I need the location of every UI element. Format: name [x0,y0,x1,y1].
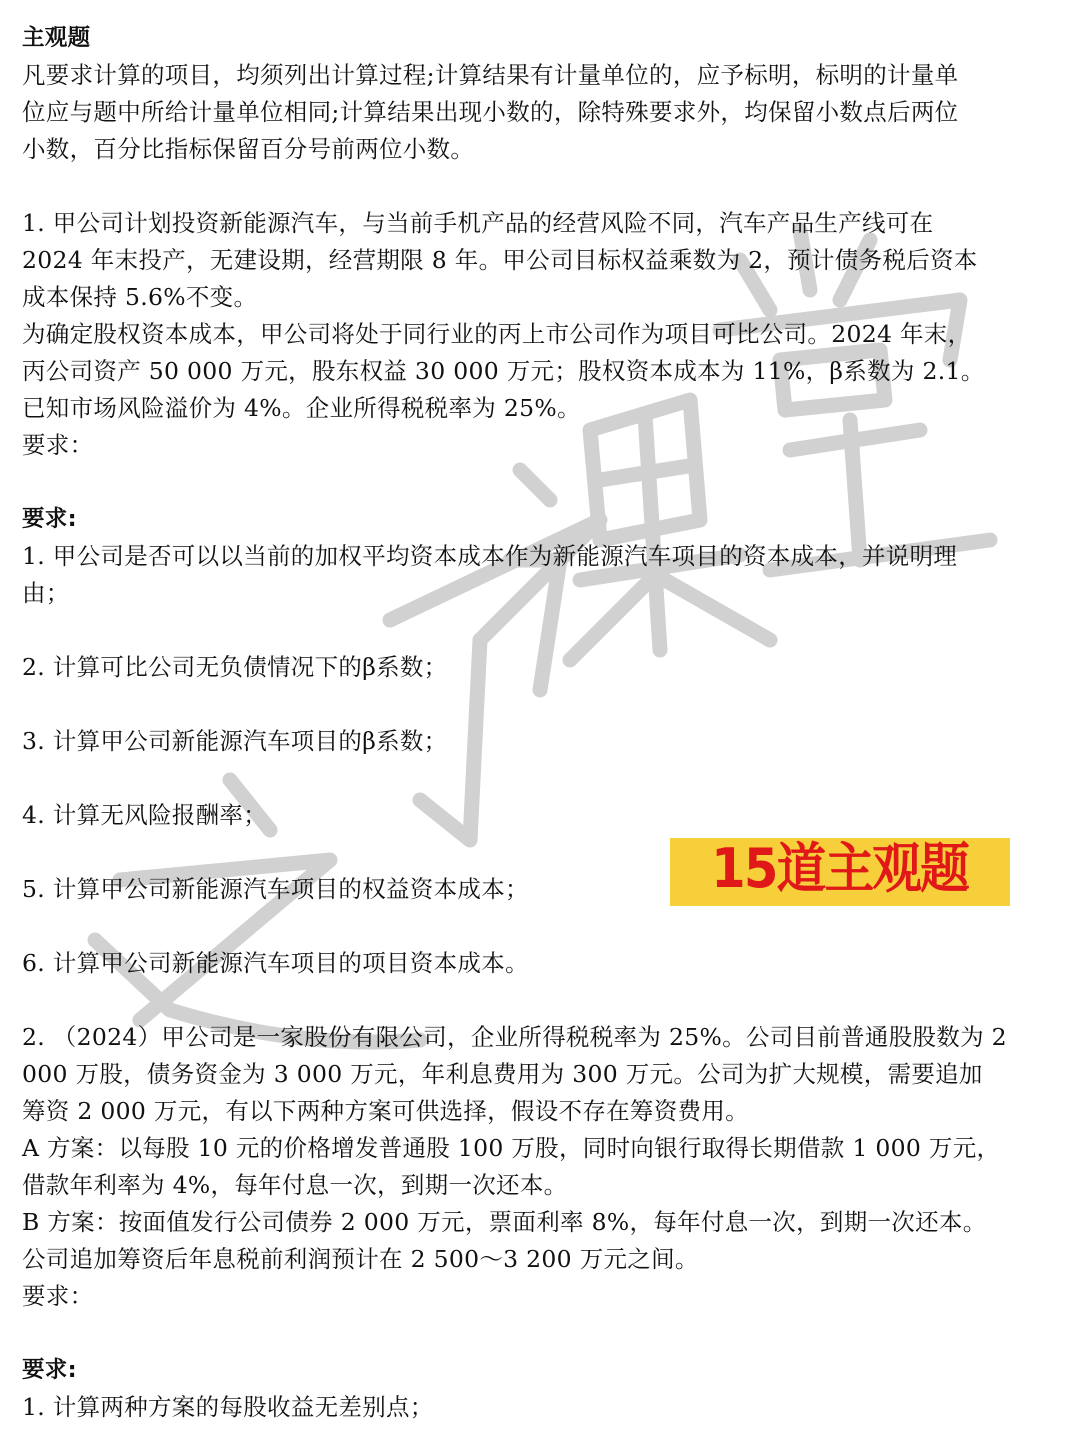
question-1-line: 已知市场风险溢价为 4%。企业所得税税率为 25%。 [22,394,581,422]
question-1-line: 要求： [22,431,94,459]
question-2-line: B 方案：按面值发行公司债券 2 000 万元，票面利率 8%，每年付息一次，到期一次还本。 [22,1208,987,1236]
requirement-item: 3. 计算甲公司新能源汽车项目的β系数； [22,727,448,755]
question-1-line: 成本保持 5.6%不变。 [22,283,258,311]
instruction-line: 小数，百分比指标保留百分号前两位小数。 [22,135,475,163]
requirement-item: 2. 计算可比公司无负债情况下的β系数； [22,653,448,681]
question-count-badge [670,838,1010,906]
requirement-item: 由； [22,579,70,607]
question-1-line: 1. 甲公司计划投资新能源汽车，与当前手机产品的经营风险不同，汽车产品生产线可在 [22,209,934,237]
badge-label: 15道主观题 [711,836,969,900]
requirement-item: 1. 计算两种方案的每股收益无差别点； [22,1393,434,1421]
requirement-item: 4. 计算无风险报酬率； [22,801,267,829]
question-1-line: 为确定股权资本成本，甲公司将处于同行业的丙上市公司作为项目可比公司。2024 年末， [22,320,972,348]
section-title: 主观题 [22,25,91,51]
question-1-line: 丙公司资产 50 000 万元，股东权益 30 000 万元；股权资本成本为 11%，β系数为 2.1。 [22,357,985,385]
instruction-line: 凡要求计算的项目，均须列出计算过程;计算结果有计量单位的，应予标明，标明的计量单 [22,61,959,89]
question-2-line: 借款年利率为 4%，每年付息一次，到期一次还本。 [22,1171,568,1199]
question-1-line: 2024 年末投产，无建设期，经营期限 8 年。甲公司目标权益乘数为 2，预计债务税后资本 [22,246,978,274]
question-2-line: 2. （2024）甲公司是一家股份有限公司，企业所得税税率为 25%。公司目前普通股股数为 2 [22,1023,1007,1051]
requirement-item: 5. 计算甲公司新能源汽车项目的权益资本成本； [22,875,529,903]
question-2-line: A 方案：以每股 10 元的价格增发普通股 100 万股，同时向银行取得长期借款 1 000 万元， [22,1134,1001,1162]
requirement-item: 6. 计算甲公司新能源汽车项目的项目资本成本。 [22,949,529,977]
instruction-line: 位应与题中所给计量单位相同;计算结果出现小数的，除特殊要求外，均保留小数点后两位 [22,98,959,126]
requirements-heading: 要求: [22,506,77,532]
question-2-line: 要求： [22,1282,94,1310]
question-2-line: 公司追加筹资后年息税前利润预计在 2 500～3 200 万元之间。 [22,1245,699,1273]
question-2-line: 000 万股，债务资金为 3 000 万元，年利息费用为 300 万元。公司为扩大规模，需要追加 [22,1060,983,1088]
document-page [22,20,1058,1426]
question-2-line: 筹资 2 000 万元，有以下两种方案可供选择，假设不存在筹资费用。 [22,1097,749,1125]
requirement-item: 1. 甲公司是否可以以当前的加权平均资本成本作为新能源汽车项目的资本成本，并说明理 [22,542,958,570]
requirements-heading: 要求: [22,1357,77,1383]
